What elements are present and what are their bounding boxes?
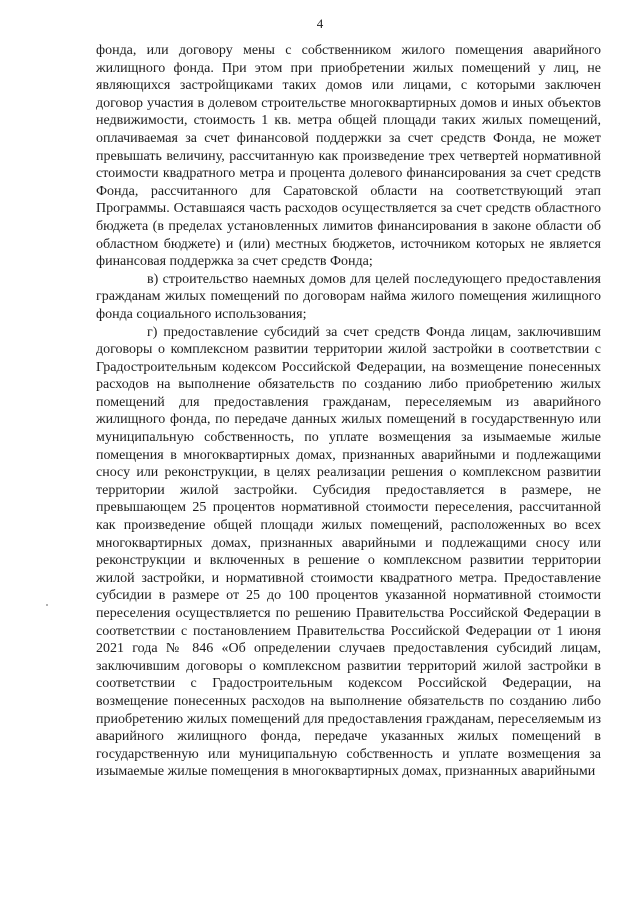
scan-speck <box>46 604 48 606</box>
document-body <box>96 42 601 781</box>
paragraph-item-g: г) предоставление субсидий за счет средств Фонда лицам, заключившим договоры о комплексном развитии территории жилой застройки в соответствии с Градостроительным кодексом Российской Федерации, на возмещение понесенных расходов на выполнение обязательств по созданию либо приобретению жилых помещений для предоставления гражданам, переселяемым из аварийного жилищного фонда, по передаче данных жилых помещений в государственную или муниципальную собственность, по уплате возмещения за изымаемые жилые помещения в многоквартирных домах, признанных аварийными и подлежащими сносу или реконструкции, в целях реализации решения о комплексном развитии территории жилой застройки. Субсидия предоставляется в размере, не превышающем 25 процентов нормативной стоимости переселения, рассчитанной как произведение общей площади жилых помещений, расположенных во всех многоквартирных домах, признанных аварийными и подлежащими сносу или реконструкции и включенных в решение о комплексном развитии территории жилой застройки, и нормативной стоимости квадратного метра. Предоставление субсидии в размере от 25 до 100 процентов указанной нормативной стоимости переселения осуществляется по решению Правительства Российской Федерации в соответствии с постановлением Правительства Российской Федерации от 1 июня 2021 года № 846 «Об определении случаев предоставления субсидий лицам, заключившим договоры о комплексном развитии территорий жилой застройки в соответствии с Градостроительным кодексом Российской Федерации, на возмещение понесенных расходов на выполнение обязательств по созданию либо приобретению жилых помещений для предоставления гражданам, переселяемым из аварийного жилищного фонда, передаче указанных жилых помещений в государственную или муниципальную собственность и уплате возмещения за изымаемые жилые помещения в многоквартирных домах, признанных аварийными <box>96 324 601 780</box>
paragraph-continuation: фонда, или договору мены с собственником жилого помещения аварийного жилищного фонда. При этом при приобретении жилых помещений у лиц, не являющихся застройщиками таких домов или лицами, с которыми заключен договор участия в долевом строительстве многоквартирных домов и иных объектов недвижимости, стоимость 1 кв. метра общей площади таких жилых помещений, оплачиваемая за счет финансовой поддержки за счет средств Фонда, не может превышать величину, рассчитанную как произведение трех четвертей нормативной стоимости квадратного метра и процента долевого финансирования за счет средств Фонда, рассчитанного для Саратовской области на соответствующий этап Программы. Оставшаяся часть расходов осуществляется за счет средств областного бюджета (в пределах установленных лимитов финансирования в законе области об областном бюджете) и (или) местных бюджетов, источником которых не является финансовая поддержка за счет средств Фонда; <box>96 43 601 270</box>
page-number: 4 <box>316 16 324 31</box>
paragraph-item-v: в) строительство наемных домов для целей последующего предоставления гражданам жилых помещений по договорам найма жилого помещения жилищного фонда социального использования; <box>96 271 601 322</box>
